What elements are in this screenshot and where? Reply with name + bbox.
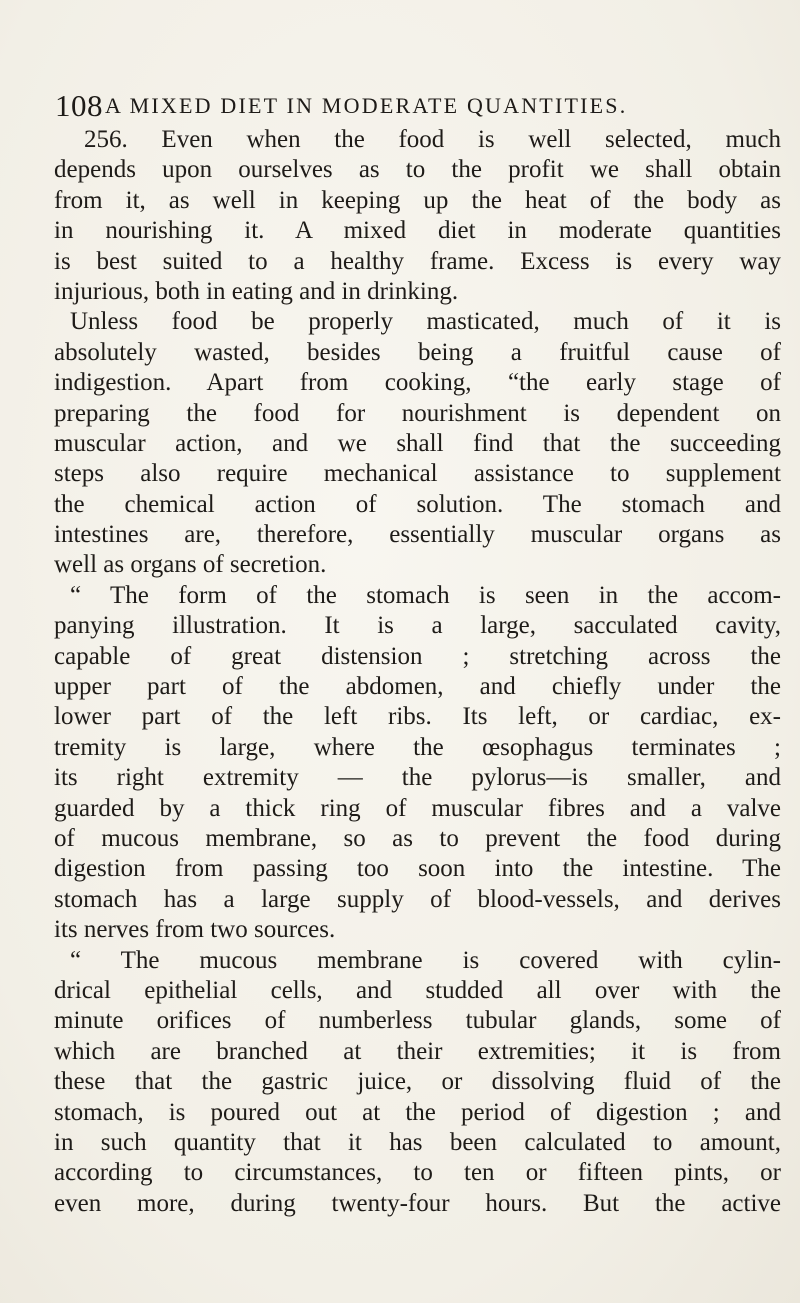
text-line: absolutely wasted, besides being a fruitful cause of xyxy=(54,338,781,366)
text-line: muscular action, and we shall find that the succeeding xyxy=(54,429,781,457)
text-line: upper part of the abdomen, and chiefly under the xyxy=(54,673,781,701)
text-line: is best suited to a healthy frame. Excess is every way xyxy=(54,247,781,275)
running-title: A MIXED DIET IN MODERATE QUANTITIES. xyxy=(105,93,628,118)
body-text xyxy=(54,125,781,1219)
text-line: which are branched at their extremities; it is from xyxy=(54,1037,781,1065)
text-line: even more, during twenty-four hours. But the active xyxy=(54,1189,781,1217)
text-line: “ The mucous membrane is covered with cylin- xyxy=(70,946,781,974)
text-line: depends upon ourselves as to the profit we shall obtain xyxy=(54,156,781,184)
text-line: the chemical action of solution. The stomach and xyxy=(54,490,781,518)
text-line: stomach has a large supply of blood-vessels, and derives xyxy=(54,885,781,913)
text-line: panying illustration. It is a large, sacculated cavity, xyxy=(54,612,781,640)
text-line: 256. Even when the food is well selected, much xyxy=(84,126,781,153)
text-line: well as organs of secretion. xyxy=(54,551,327,579)
text-line: guarded by a thick ring of muscular fibres and a valve xyxy=(54,794,781,822)
text-line: of mucous membrane, so as to prevent the food during xyxy=(54,824,781,852)
text-line: drical epithelial cells, and studded all over with the xyxy=(54,976,781,1004)
text-line: tremity is large, where the œsophagus terminates ; xyxy=(54,733,781,761)
text-line: digestion from passing too soon into the intestine. The xyxy=(54,855,781,883)
text-line: its right extremity — the pylorus—is smaller, and xyxy=(54,764,781,792)
text-line: steps also require mechanical assistance to supplement xyxy=(54,460,781,488)
text-line: according to circumstances, to ten or fifteen pints, or xyxy=(54,1159,781,1187)
running-head xyxy=(55,86,785,126)
text-line: these that the gastric juice, or dissolving fluid of the xyxy=(54,1068,781,1096)
text-line: indigestion. Apart from cooking, “the early stage of xyxy=(54,369,781,397)
text-line: “ The form of the stomach is seen in the accom- xyxy=(70,581,781,609)
text-line: minute orifices of numberless tubular glands, some of xyxy=(54,1007,781,1035)
text-line: from it, as well in keeping up the heat of the body as xyxy=(54,186,781,214)
text-line: lower part of the left ribs. Its left, or cardiac, ex- xyxy=(54,703,781,731)
text-line: its nerves from two sources. xyxy=(54,916,336,944)
text-line: injurious, both in eating and in drinking. xyxy=(54,277,459,305)
text-line: capable of great distension ; stretching across the xyxy=(54,642,781,670)
text-line: preparing the food for nourishment is dependent on xyxy=(54,399,781,427)
text-line: in such quantity that it has been calculated to amount, xyxy=(54,1128,781,1156)
text-line: stomach, is poured out at the period of digestion ; and xyxy=(54,1098,781,1126)
text-line: in nourishing it. A mixed diet in moderate quantities xyxy=(54,217,781,245)
text-line: Unless food be properly masticated, much of it is xyxy=(70,308,781,336)
page-number: 108 xyxy=(55,88,103,123)
text-line: intestines are, therefore, essentially muscular organs as xyxy=(54,521,781,549)
